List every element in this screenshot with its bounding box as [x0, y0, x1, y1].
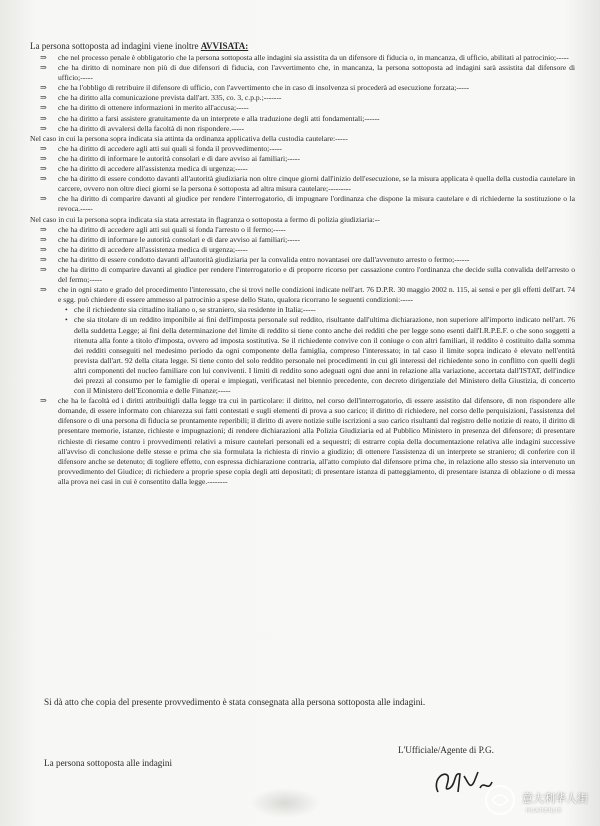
- notice-heading: [30, 40, 575, 52]
- logo-icon: [482, 782, 518, 818]
- arrow-icon: ⇒: [40, 174, 47, 184]
- arrow-icon: ⇒: [40, 234, 47, 244]
- watermark-text: 意大利华人街: [522, 792, 588, 805]
- arrow-icon: ⇒: [40, 194, 47, 204]
- arrow-icon: ⇒: [40, 113, 47, 123]
- notice-subitem: [30, 315, 575, 396]
- item-text: che ha diritto di accedere all'assistenza medica di urgenza;-----: [58, 164, 248, 174]
- item-text: che ha diritto di accedere agli atti sui quali si fonda il provvedimento;-----: [58, 143, 282, 153]
- arrow-icon: ⇒: [40, 264, 47, 274]
- officer-signature-label: L'Ufficiale/Agente di P.G.: [398, 745, 494, 755]
- item-text: che ha diritto di ottenere informazioni in merito all'accusa;-----: [58, 103, 249, 113]
- item-text: Nel caso in cui la persona sopra indicata sia stata arrestata in flagranza o sottoposta a fermo di polizia giudiziaria:--: [30, 214, 380, 224]
- item-text: che ha l'obbligo di retribuire il difensore di ufficio, con l'avvertimento che in caso di insolvenza si procederà ad esecuzione forzata;-----: [58, 83, 470, 93]
- notice-item: [30, 164, 575, 174]
- arrow-icon: ⇒: [40, 285, 47, 295]
- item-text: che ha le facoltà ed i diritti attribuitigli dalla legge tra cui in particolare: il diritto, nel corso dell'interrogatorio, di essere assistito dal difensore, di non rispondere alle domande, di essere informato con chiarezza sui fatti contestati e sugli elementi di prova a suo carico; il diritto di richiedere, nel corso delle perquisizioni, l'assistenza del difensore o di una persona di fiducia se prontamente reperibili; il diritto di avere notizie sulle iscrizioni a suo carico risultanti dal registro delle notizie di reato, il diritto di presentare memorie, istanze, richieste e impugnazioni; di rendere dichiarazioni alla Polizia Giudiziaria ed al Pubblico Ministero in presenza del difensore; di presentare richieste di riesame contro i provvedimenti relativi a misure cautelari personali ed a sequestri; di estrarre copia della documentazione relativa alle indagini successive all'avviso di conclusione delle stesse e prima che sia formulata la richiesta di rinvio a giudizio; di ottenere l'assistenza di un interprete se straniero; di conferire con il difensore anche se detenuto; di togliere effetto, con espressa dichiarazione contraria, all'atto compiuto dal difensore prima che, in relazione allo stesso sia intervenuto un provvedimento del Giudice; di richiedere a proprie spese copia degli atti depositati; di presentare istanza di patteggiamento, di presentare istanza di oblazione o di messa alla prova nei casi in cui è consentito dalla legge.--------: [58, 396, 575, 486]
- scan-smudge: [250, 788, 320, 818]
- arrow-icon: ⇒: [40, 143, 47, 153]
- arrow-icon: ⇒: [40, 254, 47, 264]
- notice-list: [30, 53, 575, 487]
- notice-item: [30, 124, 575, 134]
- item-text: che ha diritto di comparire davanti al giudice per rendere l'interrogatorio, di impugnare l'ordinanza che dispone la misura cautelare e di richiederne la sostituzione o la revoca.-----: [58, 194, 575, 214]
- arrow-icon: ⇒: [40, 164, 47, 174]
- watermark-subtext: HUARENJIE: [526, 808, 563, 814]
- person-signature-label: La persona sottoposta alle indagini: [44, 758, 173, 768]
- item-text: che nel processo penale è obbligatorio che la persona sottoposta alle indagini sia assistita da un difensore di fiducia o, in mancanza, di ufficio, abilitati al patrocinio;-----: [58, 53, 569, 62]
- notice-item: [30, 255, 575, 265]
- notice-item: [30, 83, 575, 93]
- item-text: che ha diritto di informare le autorità consolari e di dare avviso ai familiari;-----: [58, 234, 300, 244]
- notice-item: [30, 265, 575, 285]
- item-text: che ha diritto di avvalersi della facoltà di non rispondere.-----: [58, 123, 244, 133]
- arrow-icon: ⇒: [40, 396, 47, 406]
- item-text: che ha diritto di accedere agli atti sui quali si fonda l'arresto o il fermo;-----: [58, 224, 286, 234]
- item-text: che ha diritto alla comunicazione prevista dall'art. 335, co. 3, c.p.p.;-------: [58, 93, 282, 103]
- item-text: che ha diritto di accedere all'assistenza medica di urgenza;-----: [58, 244, 248, 254]
- item-text: che il richiedente sia cittadino italiano o, se straniero, sia residente in Italia;-----: [74, 305, 316, 315]
- notice-item: [30, 103, 575, 113]
- arrow-icon: ⇒: [40, 123, 47, 133]
- notice-item: [30, 194, 575, 214]
- arrow-icon: ⇒: [40, 244, 47, 254]
- item-text: che in ogni stato e grado del procedimento l'interessato, che si trovi nelle condizioni indicate nell'art. 76 D.P.R. 30 maggio 2002 n. 115, ai sensi e per gli effetti dell'art. 74 e sgg. può chiedere di essere ammesso al patrocinio a spese dello Stato, qualora ricorrano le seguenti condizioni:-----: [58, 285, 575, 305]
- arrow-icon: ⇒: [40, 153, 47, 163]
- item-text: che ha diritto di nominare non più di due difensori di fiducia, con l'avvertimento che, in mancanza, la persona sottoposta ad indagini sarà assistita dal difensore di ufficio;-----: [58, 63, 575, 83]
- arrow-icon: ⇒: [40, 83, 47, 93]
- item-text: Nel caso in cui la persona sopra indicata sia attinta da ordinanza applicativa della custodia cautelare:-----: [30, 133, 348, 143]
- notice-item: [30, 174, 575, 194]
- notice-item: [30, 235, 575, 245]
- notice-item: [30, 63, 575, 83]
- item-text: che ha diritto a farsi assistere gratuitamente da un interprete e alla traduzione degli atti fondamentali;------: [58, 113, 380, 123]
- notice-item: [30, 114, 575, 124]
- arrow-icon: ⇒: [40, 63, 47, 73]
- notice-item: [30, 144, 575, 154]
- notice-item: [30, 154, 575, 164]
- section-intro: [30, 215, 575, 225]
- heading-keyword: AVVISATA:: [200, 41, 249, 51]
- notice-item: [30, 396, 575, 487]
- arrow-icon: ⇒: [40, 93, 47, 103]
- notice-item: [30, 225, 575, 235]
- item-text: che ha diritto di essere condotto davanti all'autorità giudiziaria non oltre cinque giorni dall'inizio dell'esecuzione, se la misura applicata è quella della custodia cautelare in carcere, ovvero non oltre dieci giorni se la persona è sottoposta ad altra misura cautelare;---------: [58, 174, 575, 194]
- item-text: che ha diritto di comparire davanti al giudice per rendere l'interrogatorio e di proporre ricorso per cassazione contro l'ordinanza che decide sulla convalida dell'arresto o del fermo;-----: [58, 264, 575, 285]
- bullet-icon: •: [65, 315, 68, 325]
- notice-item: [30, 245, 575, 255]
- arrow-icon: ⇒: [40, 224, 47, 234]
- section-intro: [30, 134, 575, 144]
- watermark-logo: [482, 782, 592, 822]
- item-text: che ha diritto di essere condotto davanti all'autorità giudiziaria per la convalida entro novantasei ore dall'avvenuto arresto o fermo;------: [58, 254, 470, 264]
- item-text: che ha diritto di informare le autorità consolari e di dare avviso ai familiari;-----: [58, 153, 300, 163]
- closing-statement: Si dà atto che copia del presente provvedimento è stata consegnata alla persona sottoposta alle indagini.: [44, 697, 426, 707]
- notice-subitem: [30, 305, 575, 315]
- item-text: che sia titolare di un reddito imponibile ai fini dell'imposta personale sul reddito, risultante dall'ultima dichiarazione, non superiore all'importo indicato nell'art. 76 della suddetta Legge; ai fini della determinazione del limite di reddito si tiene conto anche dei redditi che per legge sono esenti dall'I.R.P.E.F. o che sono soggetti a ritenuta alla fonte a titolo d'imposta, ovvero ad imposta sostitutiva. Se il richiedente convive con il coniuge o con altri familiari, il reddito è costituito dalla somma dei redditi conseguiti nel medesimo periodo da ogni componente della famiglia, compreso l'interessato; in tal caso il limite sopra indicato è elevato nell'entità prevista dall'art. 92 della citata legge. Si tiene conto del solo reddito personale nei procedimenti in cui gli interessi del richiedente sono in conflitto con quelli degli altri componenti del nucleo familiare con lui conviventi. I limiti di reddito sono adeguati ogni due anni in relazione alla variazione, accertata dall'ISTAT, dell'indice dei prezzi al consumo per le famiglie di operai e impiegati, verificatasi nel biennio precedente, con decreto dirigenziale del Ministero della Giustizia, di concerto con il Ministero dell'Economia e delle Finanze;-----: [74, 315, 575, 396]
- bullet-icon: •: [65, 305, 68, 315]
- document-body: [30, 40, 575, 487]
- arrow-icon: ⇒: [40, 103, 47, 113]
- heading-prefix: La persona sottoposta ad indagini viene inoltre: [30, 41, 201, 51]
- notice-item: [30, 285, 575, 305]
- notice-item: [30, 93, 575, 103]
- notice-item: [30, 53, 575, 63]
- arrow-icon: ⇒: [40, 53, 47, 62]
